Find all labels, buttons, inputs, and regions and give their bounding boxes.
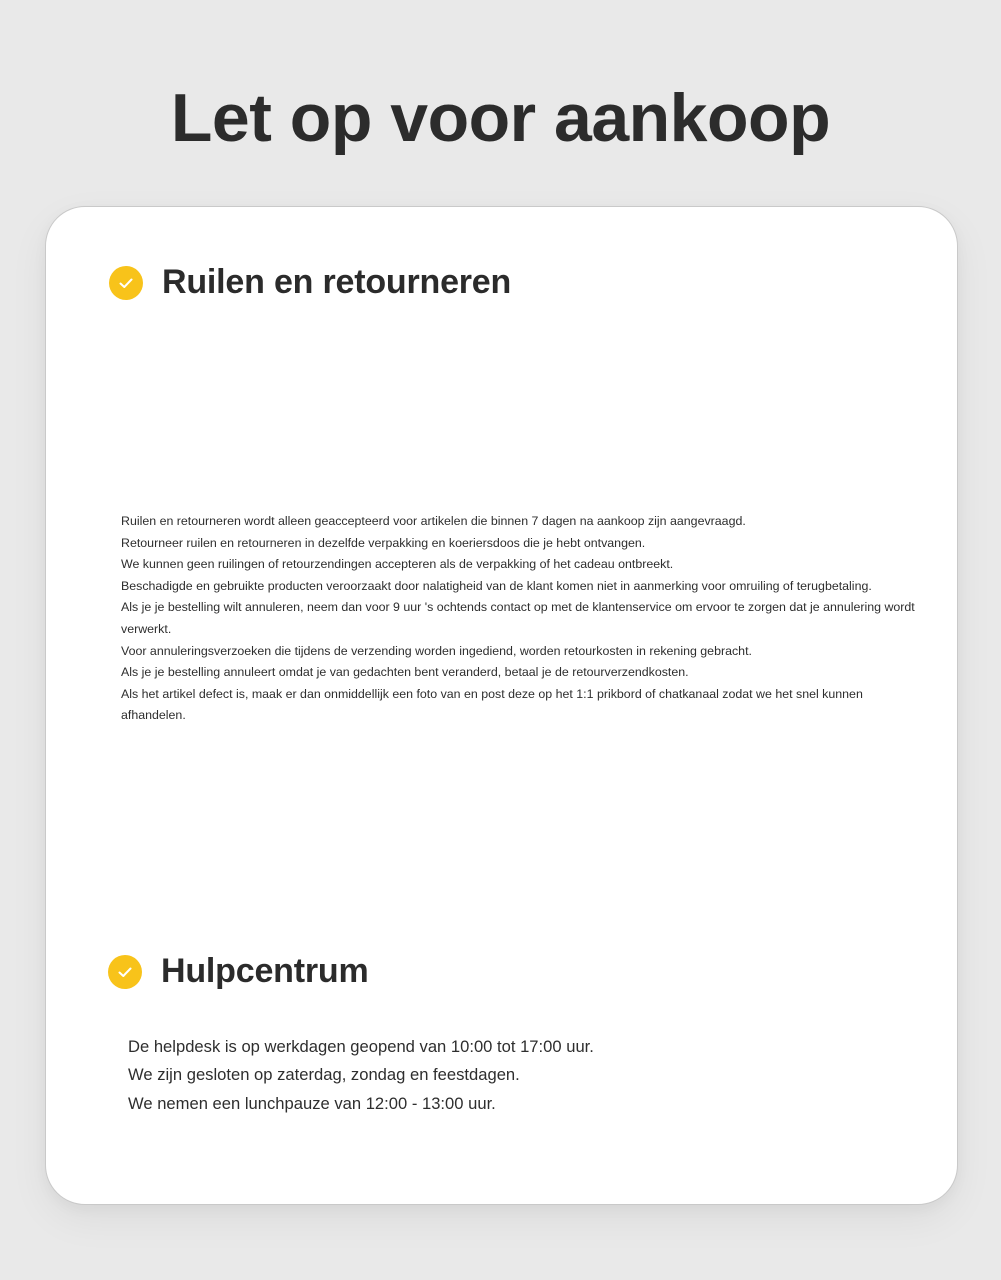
returns-policy-list — [121, 511, 921, 727]
hours-line: We zijn gesloten op zaterdag, zondag en feestdagen. — [128, 1065, 520, 1085]
section-heading-help-center — [108, 952, 368, 991]
page-title: Let op voor aankoop — [170, 80, 831, 156]
help-center-hours-list — [128, 1033, 594, 1118]
policy-line: Beschadigde en gebruikte producten veroorzaakt door nalatigheid van de klant komen niet in aanmerking voor omruiling of terugbetaling. — [121, 578, 872, 593]
policy-line: Als je je bestelling wilt annuleren, neem dan voor 9 uur 's ochtends contact op met de klantenservice om ervoor te zorgen dat je annulering wordt verwerkt. — [121, 600, 915, 636]
hours-line: We nemen een lunchpauze van 12:00 - 13:00 uur. — [128, 1093, 496, 1113]
policy-line: Retourneer ruilen en retourneren in dezelfde verpakking en koeriersdoos die je hebt ontvangen. — [121, 535, 646, 550]
policy-line: Als het artikel defect is, maak er dan onmiddellijk een foto van en post deze op het 1:1 prikbord of chatkanaal zodat we het snel kunnen afhandelen. — [121, 686, 863, 723]
policy-line: Als je je bestelling annuleert omdat je van gedachten bent veranderd, betaal je de retourverzendkosten. — [121, 665, 689, 680]
policy-line: Voor annuleringsverzoeken die tijdens de verzending worden ingediend, worden retourkosten in rekening gebracht. — [121, 643, 752, 658]
info-card — [45, 206, 958, 1205]
check-circle-icon — [109, 266, 143, 300]
section-title: Ruilen en retourneren — [162, 263, 512, 301]
section-heading-returns — [109, 263, 511, 302]
section-title: Hulpcentrum — [161, 952, 369, 990]
hours-line: De helpdesk is op werkdagen geopend van 10:00 tot 17:00 uur. — [128, 1037, 594, 1056]
policy-line: Ruilen en retourneren wordt alleen geaccepteerd voor artikelen die binnen 7 dagen na aankoop zijn aangevraagd. — [121, 514, 746, 528]
policy-line: We kunnen geen ruilingen of retourzendingen accepteren als de verpakking of het cadeau ontbreekt. — [121, 557, 674, 572]
check-circle-icon — [108, 955, 142, 989]
